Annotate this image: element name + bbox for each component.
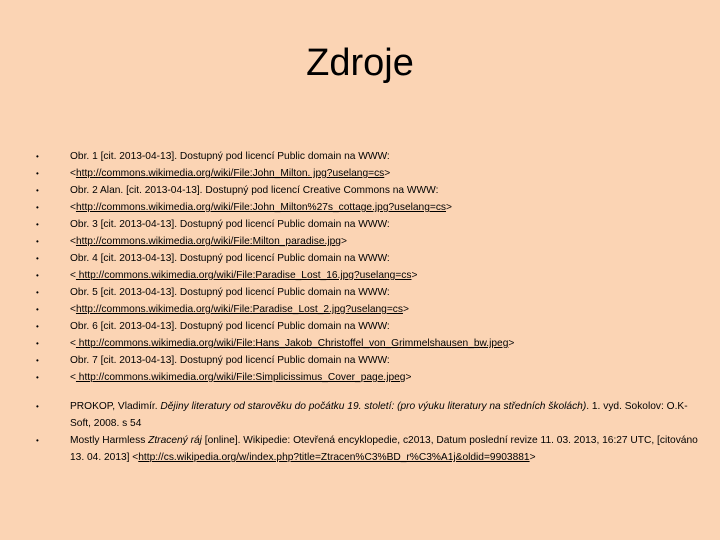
list-item <box>36 250 706 267</box>
source-link[interactable]: http://commons.wikimedia.org/wiki/File:Paradise_Lost_2.jpg?uselang=cs <box>75 304 403 315</box>
bullet-icon: • <box>36 271 39 280</box>
citation-text: > <box>402 304 409 315</box>
list-item <box>36 301 706 318</box>
citation-text: < <box>70 304 76 315</box>
citation-text: Obr. 6 [cit. 2013-04-13]. Dostupný pod licencí Public domain na WWW: <box>70 321 390 332</box>
citation-text: PROKOP, Vladimír. <box>70 401 161 412</box>
source-link[interactable]: http://commons.wikimedia.org/wiki/File:Hans_Jakob_Christoffel_von_Grimmelshausen_bw.jpeg <box>75 338 509 349</box>
bullet-icon: • <box>36 339 39 348</box>
list-item <box>36 216 706 233</box>
citation-text: Obr. 2 Alan. [cit. 2013-04-13]. Dostupný pod licencí Creative Commons na WWW: <box>70 185 439 196</box>
bullet-icon: • <box>36 169 39 178</box>
citation-text: > <box>529 452 536 463</box>
slide-title: Zdroje <box>306 42 414 84</box>
list-item <box>36 284 706 301</box>
citation-text: > <box>340 236 347 247</box>
citation-text: < <box>70 236 76 247</box>
list-item <box>36 148 706 165</box>
citation-text: Obr. 7 [cit. 2013-04-13]. Dostupný pod licencí Public domain na WWW: <box>70 355 390 366</box>
citation-text: < <box>70 338 76 349</box>
bullet-icon: • <box>36 402 39 411</box>
citation-text: Obr. 4 [cit. 2013-04-13]. Dostupný pod licencí Public domain na WWW: <box>70 253 390 264</box>
source-link[interactable]: http://commons.wikimedia.org/wiki/File:John_Milton%27s_cottage.jpg?uselang=cs <box>75 202 447 213</box>
list-item <box>36 199 706 216</box>
list-item <box>36 267 706 284</box>
source-link[interactable]: http://commons.wikimedia.org/wiki/File:Milton_paradise.jpg <box>75 236 341 247</box>
bullet-icon: • <box>36 237 39 246</box>
citation-text: > <box>405 372 412 383</box>
citation-text: Obr. 1 [cit. 2013-04-13]. Dostupný pod licencí Public domain na WWW: <box>70 151 390 162</box>
citation-title: Ztracený ráj <box>148 435 202 446</box>
citation-text: . 1. vyd. Sokolov: O.K- Soft, 2008. s 54 <box>70 401 688 429</box>
citation-text: Mostly Harmless <box>70 435 149 446</box>
citation-text: < <box>70 202 76 213</box>
sources-list <box>36 148 706 466</box>
citation-text: < <box>70 372 76 383</box>
bullet-icon: • <box>36 305 39 314</box>
list-item <box>36 352 706 369</box>
list-item <box>36 182 706 199</box>
citation-text: > <box>508 338 515 349</box>
source-link[interactable]: http://commons.wikimedia.org/wiki/File:Simplicissimus_Cover_page.jpeg <box>75 372 406 383</box>
citation-text: > <box>384 168 391 179</box>
bullet-icon: • <box>36 356 39 365</box>
bullet-icon: • <box>36 152 39 161</box>
citation-text: < <box>70 168 76 179</box>
bullet-icon: • <box>36 220 39 229</box>
bullet-icon: • <box>36 322 39 331</box>
list-item <box>36 233 706 250</box>
source-link[interactable]: http://commons.wikimedia.org/wiki/File:Paradise_Lost_16.jpg?uselang=cs <box>75 270 412 281</box>
bullet-icon: • <box>36 436 39 445</box>
bullet-icon: • <box>36 288 39 297</box>
bullet-icon: • <box>36 186 39 195</box>
source-link[interactable]: http://commons.wikimedia.org/wiki/File:John_Milton. jpg?uselang=cs <box>75 168 385 179</box>
bullet-icon: • <box>36 254 39 263</box>
citation-text: < <box>70 270 76 281</box>
citation-text: > <box>446 202 452 213</box>
bullet-icon: • <box>36 373 39 382</box>
citation-text: > <box>411 270 418 281</box>
citation-text: Obr. 5 [cit. 2013-04-13]. Dostupný pod licencí Public domain na WWW: <box>70 287 390 298</box>
list-item <box>36 165 706 182</box>
list-item <box>36 335 706 352</box>
source-link[interactable]: http://cs.wikipedia.org/w/index.php?title=Ztracen%C3%BD_r%C3%A1j&oldid=9903881 <box>138 452 530 463</box>
list-item <box>36 369 706 386</box>
list-item <box>36 318 706 335</box>
citation-text: [online]. Wikipedie: Otevřená encyklopedie, c2013, Datum poslední revize 11. 03. 2013, 16:27 UTC, [citováno 13. 04. 2013] < <box>70 435 698 463</box>
citation-title: Dějiny literatury od starověku do počátku 19. století: (pro výuku literatury na středních školách) <box>160 401 587 412</box>
citation-text: Obr. 3 [cit. 2013-04-13]. Dostupný pod licencí Public domain na WWW: <box>70 219 390 230</box>
list-item <box>36 432 706 466</box>
list-item <box>36 398 706 432</box>
bullet-icon: • <box>36 203 39 212</box>
